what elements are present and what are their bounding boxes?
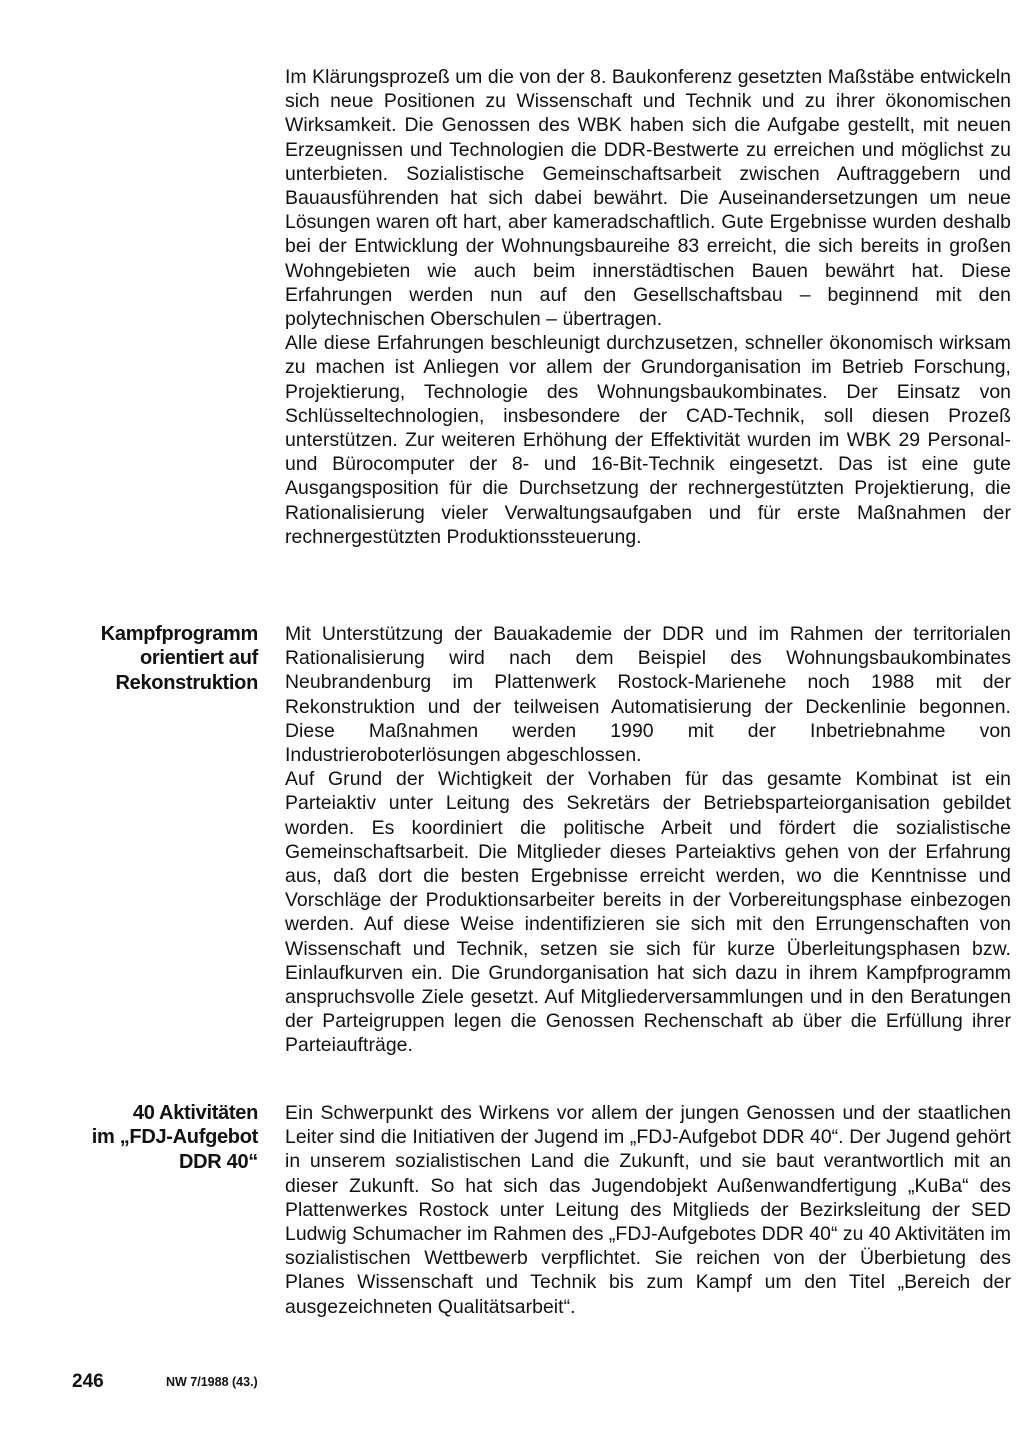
page-number: 246 [72,1371,104,1392]
side-heading-kampfprogramm [60,622,258,695]
side-heading-line: Kampfprogramm [100,623,258,645]
paragraph: Mit Unterstützung der Bauakademie der DDR und im Rahmen der territorialen Rationalisierung wird nach dem Beispiel des Wohnungsbaukombinates Neubrandenburg im Plattenwerk Rostock-Marienehe noch 1988 mit der Rekonstruktion und der teilweisen Automatisierung der Deckenlinie begonnen. Diese Maßnahmen werden 1990 mit der Inbetriebnahme von Industrieroboterlösungen abgeschlossen. [285,623,1011,767]
paragraph: Auf Grund der Wichtigkeit der Vorhaben für das gesamte Kombinat ist ein Parteiaktiv unter Leitung des Sekretärs der Betriebsparteiorganisation gebildet worden. Es koordiniert die politische Arbeit und fördert die sozialistische Gemeinschaftsarbeit. Die Mitglieder dieses Parteiaktivs gehen von der Erfahrung aus, daß dort die besten Ergebnisse erreicht werden, wo die Kenntnisse und Vorschläge der Produktionsarbeiter bereits in der Vorbereitungsphase einbezogen werden. Auf diese Weise indentifizieren sie sich mit den Errungenschaften von Wissenschaft und Technik, setzen sie sich für kurze Überleitungsphasen bzw. Einlaufkurven ein. Die Grundorganisation hat sich dazu in ihrem Kampfprogramm anspruchsvolle Ziele gesetzt. Auf Mitgliederversammlungen und in den Beratungen der Parteigruppen legen die Genossen Rechenschaft ab über die Erfüllung ihrer Parteiaufträge. [285,768,1011,1057]
body-section-aktivitaeten [285,1101,1011,1319]
side-heading-aktivitaeten [60,1101,258,1174]
issue-reference: NW 7/1988 (43.) [166,1375,258,1389]
paragraph: Alle diese Erfahrungen beschleunigt durchzusetzen, schneller ökonomisch wirksam zu machen ist Anliegen vor allem der Grundorganisation im Betrieb Forschung, Projektierung, Technologie des Wohnungsbaukombinates. Der Einsatz von Schlüsseltechnologien, insbesondere der CAD-Technik, soll diesen Prozeß unterstützen. Zur weiteren Erhöhung der Effektivität wurden im WBK 29 Personal- und Bürocomputer der 8- und 16-Bit-Technik eingesetzt. Das ist eine gute Ausgangsposition für die Durchsetzung der rechnergestützten Projektierung, die Rationalisierung vieler Verwaltungsaufgaben und für erste Maßnahmen der rechnergestützten Produktionssteuerung. [285,332,1011,548]
side-heading-line: Rekonstruktion [115,671,258,694]
side-heading-line: 40 Aktivitäten [132,1102,258,1124]
side-heading-line: im „FDJ-Aufgebot [91,1126,258,1149]
body-section-intro [285,65,1011,549]
paragraph: Ein Schwerpunkt des Wirkens vor allem der jungen Genossen und der staatlichen Leiter sind die Initiativen der Jugend im „FDJ-Aufgebot DDR 40“. Der Jugend gehört in unserem sozialistischen Land die Zukunft, und sie baut verantwortlich mit an dieser Zukunft. So hat sich das Jugendobjekt Außenwandfertigung „KuBa“ des Plattenwerkes Rostock unter Leitung des Mitglieds der Bezirksleitung der SED Ludwig Schumacher im Rahmen des „FDJ-Aufgebotes DDR 40“ zu 40 Aktivitäten im sozialistischen Wettbewerb verpflichtet. Sie reichen von der Überbietung des Planes Wissenschaft und Technik bis zum Kampf um den Titel „Bereich der ausgezeichneten Qualitätsarbeit“. [285,1102,1011,1318]
body-section-kampfprogramm [285,622,1011,1058]
side-heading-line: orientiert auf [139,647,258,670]
paragraph: Im Klärungsprozeß um die von der 8. Baukonferenz gesetzten Maßstäbe entwickeln sich neue Positionen zu Wissenschaft und Technik und zu ihrer ökonomischen Wirksamkeit. Die Genossen des WBK haben sich die Aufgabe gestellt, mit neuen Erzeugnissen und Technologien die DDR-Bestwerte zu erreichen und möglichst zu unterbieten. Sozialistische Gemeinschaftsarbeit zwischen Auftraggebern und Bauausführenden hat sich dabei bewährt. Die Auseinandersetzungen um neue Lösungen waren oft hart, aber kameradschaftlich. Gute Ergebnisse wurden deshalb bei der Entwicklung der Wohnungsbaureihe 83 erreicht, die sich bereits in großen Wohngebieten wie auch beim innerstädtischen Bauen bewährt hat. Diese Erfahrungen werden nun auf den Gesellschaftsbau – beginnend mit den polytechnischen Oberschulen – übertragen. [285,66,1011,331]
side-heading-line: DDR 40“ [178,1150,258,1173]
